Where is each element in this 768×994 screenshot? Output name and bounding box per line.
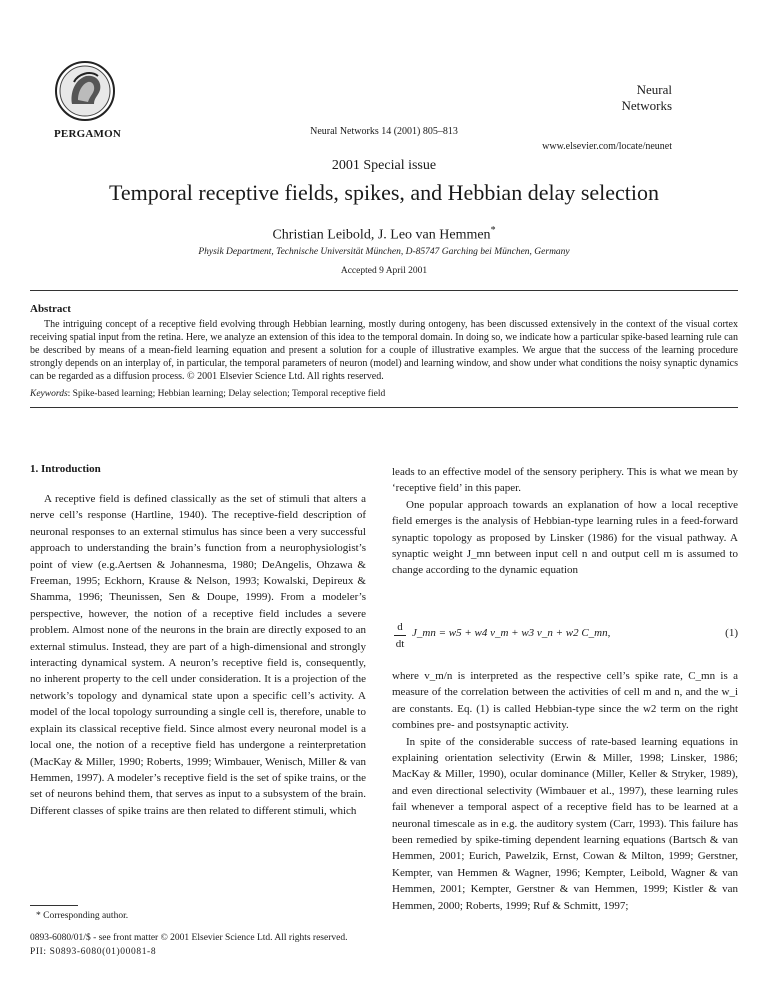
keywords-list: : Spike-based learning; Hebbian learning; Delay selection; Temporal receptive field xyxy=(67,389,386,399)
author-list xyxy=(0,225,768,244)
journal-name-line1: Neural xyxy=(636,82,672,97)
derivative-fraction xyxy=(392,619,408,652)
affiliation: Physik Department, Technische Universität München, D-85747 Garching bei München, Germany xyxy=(198,247,570,257)
issue-label: 2001 Special issue xyxy=(331,158,437,173)
article-title: Temporal receptive fields, spikes, and Hebbian delay selection xyxy=(108,180,660,205)
equation-body: J_mn = w5 + w4 v_m + w3 v_n + w2 C_mn, xyxy=(412,627,611,639)
corresponding-author-mark: * xyxy=(490,225,496,236)
journal-name xyxy=(552,82,672,114)
journal-website-link[interactable]: www.elsevier.com/locate/neunet xyxy=(542,141,672,152)
publisher-name: PERGAMON xyxy=(54,128,121,140)
footnote-rule xyxy=(30,905,78,906)
paragraph: One popular approach towards an explanation of how a local receptive field emerges is the analysis of Hebbian-type learning rules in a feed-forward synaptic topology as proposed by Linsker (1986) for the visual pathway. A synaptic weight J_mn between input cell n and output cell m is assumed to change according to the dynamic equation xyxy=(392,498,738,577)
keywords xyxy=(30,389,738,399)
footnote: * Corresponding author. xyxy=(36,911,129,921)
fraction-numerator: d xyxy=(397,621,403,633)
paragraph: leads to an effective model of the sensory periphery. This is what we mean by ‘receptive field’ in this paper. xyxy=(392,466,738,495)
pii-line: PII: S0893-6080(01)00081-8 xyxy=(30,947,157,957)
accepted-date: Accepted 9 April 2001 xyxy=(340,266,428,276)
intro-left-column: A receptive field is defined classically as the set of stimuli that alters a nerve cell’s response (Hartline, 1940). The receptive-field description of neuronal responses to an external stimulus has since been a very successful approach to understanding the brain’s function from a neurophysiologist’s point of view (e.g.Aertsen & Johannesma, 1980; DeAngelis, Ohzawa & Freeman, 1995; Eckhorn, Krause & Nelson, 1993; Kowalski, Depireux & Shamma, 1996; Theunissen, Sen & Doupe, 1999). From a modeler’s perspective, however, the notion of a receptive field includes a severe problem. Almost none of the neurons in the brain are directly exposed to an external stimulus. Instead, they are part of a high-dimensional and strongly interacting dynamical system. A neuron’s receptive field is, consequently, no inherent property to the cell under consideration. It is a projection of the network’s topology and dynamical state upon a specific cell’s activity. A model of the local topology surrounding a single cell is, therefore, unable to explain its classical receptive field. Since almost every neuronal model is a local one, the notion of a receptive field has undergone a reinterpretation (MacKay & Miller, 1990; Roberts, 1999; Wimbauer, Wenisch, Miller & van Hemmen, 1997). A modeler’s receptive field is the set of spike trains, or the set of neurons behind them, that serves as input to a subsystem of the brain. Different classes of spike trains are then related to different stimuli, which xyxy=(30,493,366,817)
equation-number: (1) xyxy=(725,627,738,639)
abstract-top-rule xyxy=(30,290,738,291)
fraction-denominator: dt xyxy=(395,638,405,650)
abstract-heading: Abstract xyxy=(30,303,71,315)
equation-1 xyxy=(392,619,738,661)
copyright-line: 0893-6080/01/$ - see front matter © 2001 Elsevier Science Ltd. All rights reserved. xyxy=(30,933,348,943)
authors-text: Christian Leibold, J. Leo van Hemmen xyxy=(272,227,491,243)
paragraph: where v_m/n is interpreted as the respective cell’s spike rate, C_mn is a measure of the correlation between the activities of cell m and n, and the w_i are constants. Eq. (1) is called Hebbian-type since the w2 term on the right combines pre- and postsynaptic activity. xyxy=(392,670,738,732)
paragraph: In spite of the considerable success of rate-based learning equations in explaining orientation selectivity (Erwin & Miller, 1998; Linsker, 1986; MacKay & Miller, 1990), ocular dominance (Miller, Keller & Stryker, 1989), and even directional selectivity (Wimbauer et al., 1997), these learning rules fail whenever a temporal aspect of a receptive field has to be learned at a neuronal timescale as in e.g. the auditory system (Carr, 1993). This failure has been remedied by spike-timing dependent learning equations (Bartsch & van Hemmen, 2001; Eurich, Pawelzik, Ernst, Cowan & Milton, 1999; Gerstner, Kempter, van Hemmen & Wagner, 1996; Kempter, Leibold, Wagner & van Hemmen, 2001; Kempter, Gerstner & van Hemmen, 1999; Kistler & van Hemmen, 2000; Roberts, 1999; Ruf & Schmitt, 1997; xyxy=(392,735,738,912)
journal-name-line2: Networks xyxy=(621,98,672,113)
section-heading: 1. Introduction xyxy=(30,463,101,475)
abstract-text: The intriguing concept of a receptive field evolving through Hebbian learning, mostly during ontogeny, has been discussed extensively in the context of the visual cortex receiving spatial input from the retina. Here, we analyze an extension of this idea to the temporal domain. In doing so, we indicate how a particular spike-based learning rule can be described by means of a mean-field learning equation and present a solution for a couple of illustrative examples. We argue that the success of the learning procedure strongly depends on an interplay of, in particular, the temporal parameters of neuron (model) and learning window, and show under what conditions the noisy synaptic dynamics can be regarded as a diffusion process. © 2001 Elsevier Science Ltd. All rights reserved. xyxy=(30,319,738,382)
keywords-label: Keywords xyxy=(30,389,68,399)
abstract-bottom-rule xyxy=(30,407,738,408)
intro-right-column xyxy=(392,464,738,579)
intro-right-column-cont xyxy=(392,668,738,914)
publisher-logo xyxy=(54,60,116,122)
journal-citation: Neural Networks 14 (2001) 805–813 xyxy=(310,126,458,137)
